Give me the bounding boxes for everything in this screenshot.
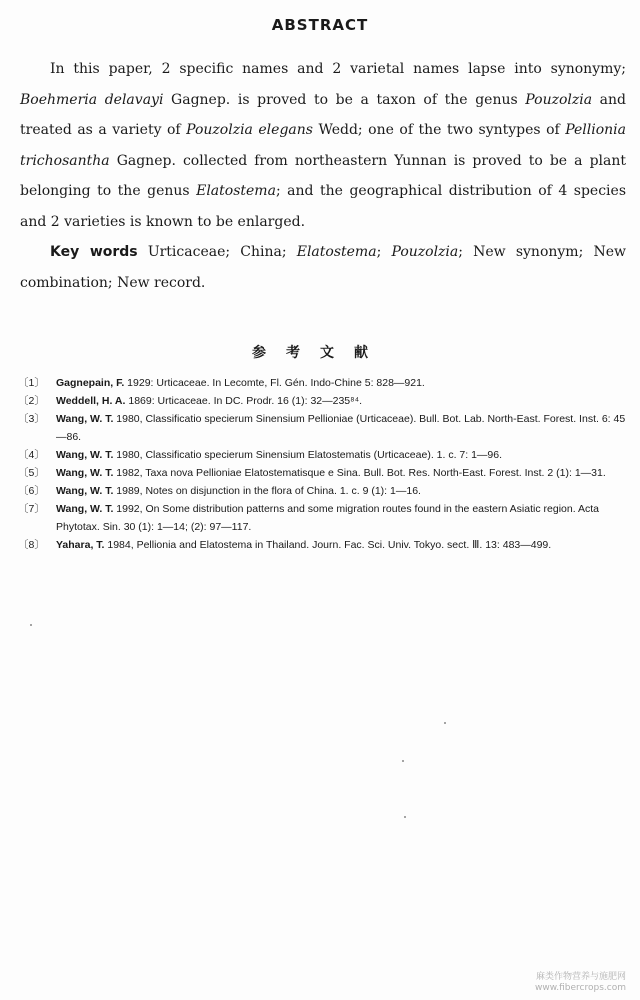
reference-item — [18, 464, 630, 482]
reference-text: 1982, Taxa nova Pellioniae Elatostematisque e Sina. Bull. Bot. Res. North-East. Forest. Inst. 2 (1): 1—31. — [113, 467, 606, 479]
abstract-run: and treated as a variety of — [20, 91, 627, 138]
reference-item — [18, 374, 630, 392]
abstract-text — [20, 54, 626, 298]
scan-speck — [30, 624, 32, 626]
reference-author: Wang, W. T. — [56, 485, 114, 497]
watermark-chinese: 麻类作物营养与施肥网 — [535, 972, 626, 982]
reference-item — [18, 536, 630, 554]
reference-author: Weddell, H. A. — [56, 395, 126, 407]
reference-text: 1989, Notes on disjunction in the flora of China. 1. c. 9 (1): 1—16. — [113, 485, 421, 497]
reference-item — [18, 482, 630, 500]
scan-speck — [404, 816, 406, 818]
taxon-name: Boehmeria delavayi — [20, 91, 164, 108]
reference-text: 1984, Pellionia and Elatostema in Thailand. Journ. Fac. Sci. Univ. Tokyo. sect. Ⅲ. 13: 483—499. — [104, 539, 552, 551]
reference-text: 1980, Classificatio specierum Sinensium Pellioniae (Urticaceae). Bull. Bot. Lab. North-East. Forest. Inst. 6: 45—86. — [56, 413, 626, 443]
keyword-genus: Elatostema — [296, 244, 377, 260]
reference-number: 〔8〕 — [18, 539, 45, 551]
keywords-run: ; New synonym; New combination; New record. — [20, 244, 626, 291]
abstract-run: ; and the geographical distribution of 4 species and 2 varieties is known to be enlarged. — [20, 183, 626, 230]
reference-author: Gagnepain, F. — [56, 377, 125, 389]
reference-text: 1980, Classificatio specierum Sinensium Elatostematis (Urticaceae). 1. c. 7: 1—96. — [113, 449, 503, 461]
site-watermark — [535, 972, 626, 994]
abstract-heading: ABSTRACT — [271, 16, 369, 34]
reference-author: Wang, W. T. — [56, 503, 114, 515]
keywords-run: Urticaceae; China; — [137, 244, 297, 260]
reference-text: 1929: Urticaceae. In Lecomte, Fl. Gén. Indo-Chine 5: 828—921. — [124, 377, 425, 389]
reference-number: 〔2〕 — [18, 395, 45, 407]
reference-item — [18, 392, 630, 410]
references-heading: 参考文献 — [252, 345, 388, 361]
abstract-run: Wedd; one of the two syntypes of — [312, 122, 566, 138]
keywords-label: Key words — [50, 244, 138, 260]
keyword-genus: Pouzolzia — [391, 244, 459, 260]
reference-text: 1869: Urticaceae. In DC. Prodr. 16 (1): 32—235⁸⁴. — [125, 395, 362, 407]
genus-name: Elatostema — [196, 183, 276, 199]
reference-author: Wang, W. T. — [56, 413, 114, 425]
abstract-run: Gagnep. is proved to be a taxon of the genus — [163, 91, 526, 108]
reference-item — [18, 410, 630, 446]
scan-speck — [444, 722, 446, 724]
abstract-run: In this paper, 2 specific names and 2 varietal names lapse into synonymy; — [50, 61, 626, 77]
reference-list — [18, 374, 630, 554]
reference-text: 1992, On Some distribution patterns and some migration routes found in the eastern Asiatic region. Acta Phytotax. Sin. 30 (1): 1—14; (2): 97—117. — [56, 503, 599, 533]
taxon-name: Pellionia trichosantha — [20, 122, 626, 169]
reference-author: Wang, W. T. — [56, 449, 114, 461]
reference-number: 〔3〕 — [18, 413, 45, 425]
reference-number: 〔1〕 — [18, 377, 45, 389]
genus-name: Pouzolzia — [525, 91, 593, 108]
reference-number: 〔5〕 — [18, 467, 45, 479]
reference-number: 〔4〕 — [18, 449, 45, 461]
reference-number: 〔6〕 — [18, 485, 45, 497]
watermark-url: www.fibercrops.com — [535, 983, 626, 993]
reference-item — [18, 446, 630, 464]
taxon-name: Pouzolzia elegans — [186, 122, 313, 138]
keywords-run: ; — [376, 244, 392, 260]
reference-item — [18, 500, 630, 536]
keywords-line — [20, 237, 626, 298]
abstract-paragraph — [20, 54, 626, 237]
reference-number: 〔7〕 — [18, 503, 45, 515]
scan-speck — [402, 760, 404, 762]
reference-author: Yahara, T. — [56, 539, 105, 551]
reference-author: Wang, W. T. — [56, 467, 114, 479]
abstract-run: Gagnep. collected from northeastern Yunnan is proved to be a plant belonging to the genus — [20, 152, 626, 199]
